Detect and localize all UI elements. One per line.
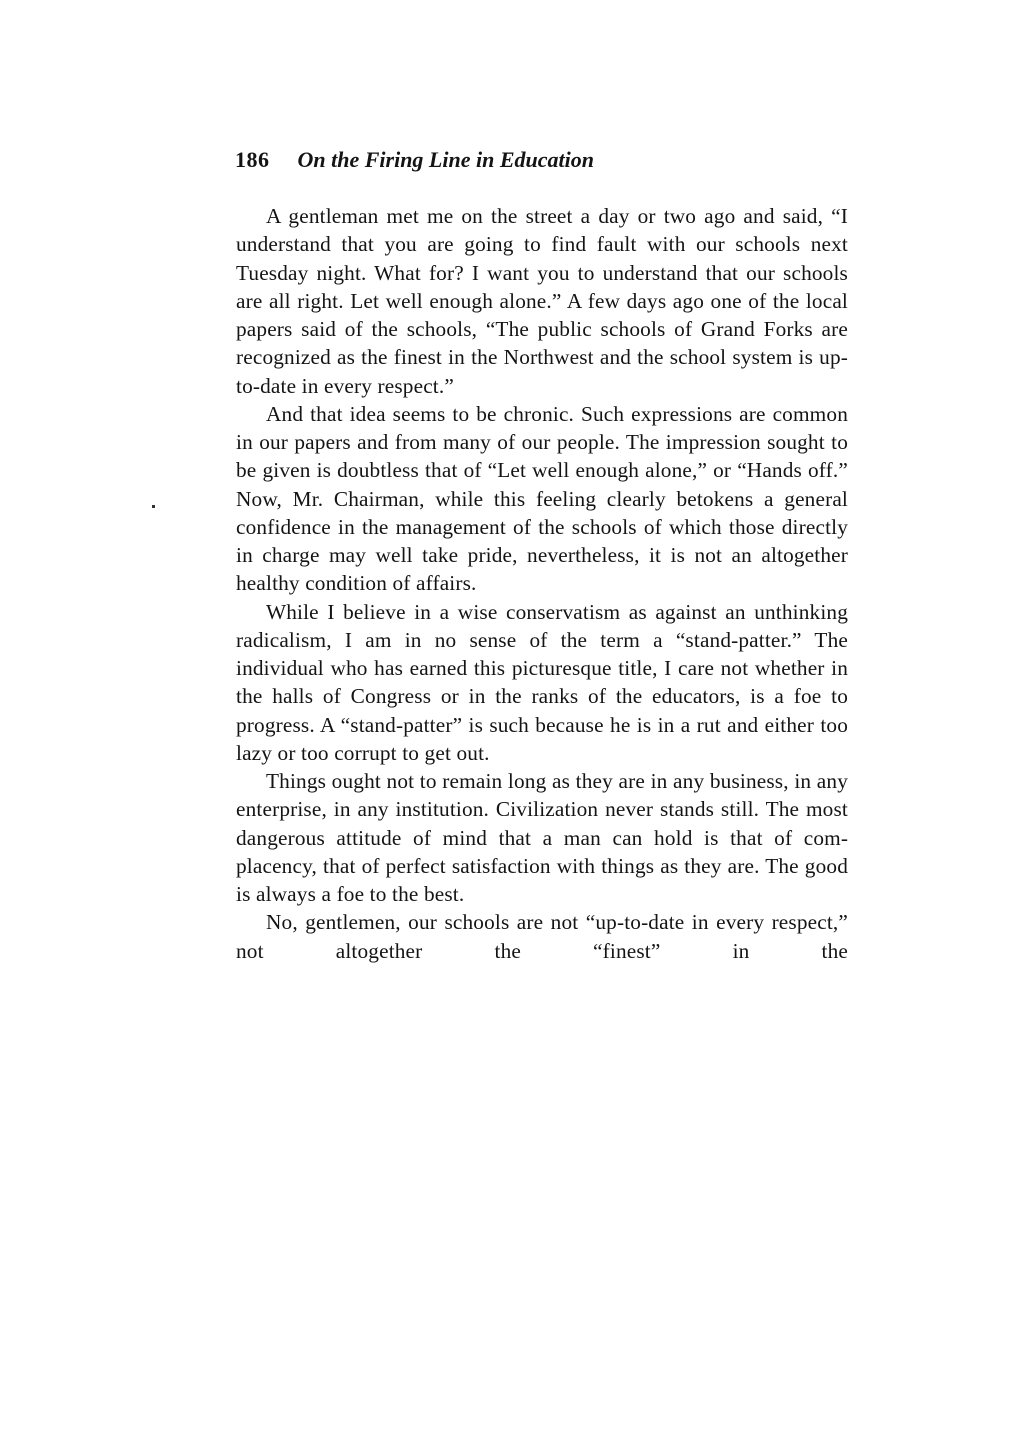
paragraph: A gentleman met me on the street a day or two ago and said, “I understand that you are going to find fault with our schools next Tuesday night. What for? I want you to understand that our schools are all right. Let well enough alone.” A few days ago one of the local papers said of the schools, “The public schools of Grand Forks are recognized as the finest in the Northwest and the school system is up-to-date in every respect.” xyxy=(236,204,848,398)
page-header xyxy=(235,140,855,180)
paragraph: No, gentlemen, our schools are not “up-to-date in every respect,” not altogether the “finest” in the xyxy=(236,910,848,963)
stray-mark xyxy=(152,505,155,508)
body-text xyxy=(236,202,848,965)
running-title: On the Firing Line in Education xyxy=(297,147,594,172)
paragraph: And that idea seems to be chronic. Such expressions are common in our papers and from many of our people. The impression sought to be given is doubtless that of “Let well enough alone,” or “Hands off.” Now, Mr. Chairman, while this feeling clearly betokens a general confidence in the management of the schools of which those directly in charge may well take pride, nevertheless, it is not an altogether healthy condition of affairs. xyxy=(236,401,848,596)
paragraph: While I believe in a wise conservatism as against an unthinking radicalism, I am in no sense of the term a “stand-patter.” The individual who has earned this picturesque title, I care not whether in the halls of Congress or in the ranks of the educators, is a foe to progress. A “stand-patter” is such because he is in a rut and either too lazy or too corrupt to get out. xyxy=(236,599,848,765)
page-number: 186 xyxy=(235,147,270,172)
paragraph: Things ought not to remain long as they are in any business, in any enterprise, in any institution. Civilization never stands still. The most dangerous attitude of mind that a man can hold is that of complacency, that of perfect satisfaction with things as they are. The good is always a foe to the best. xyxy=(236,769,848,906)
